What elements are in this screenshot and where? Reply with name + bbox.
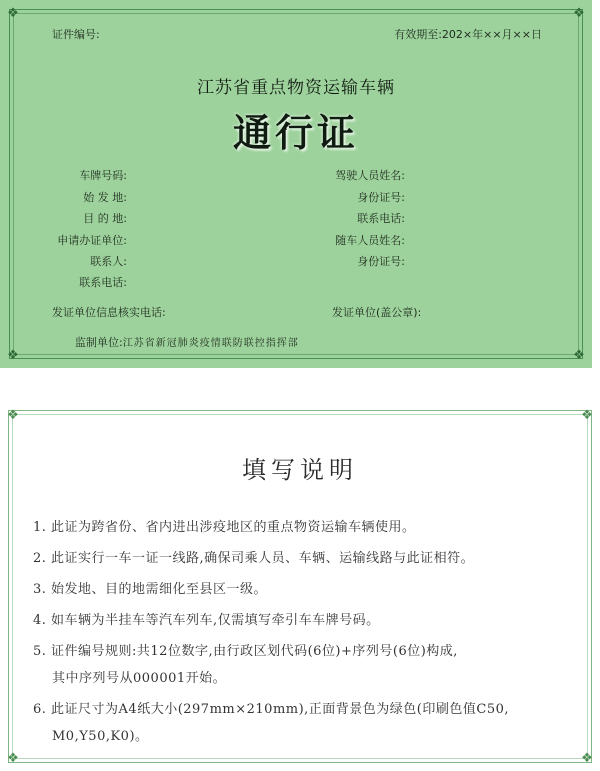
instruction-item-continued: 其中序列号从000001开始。 [52,671,227,686]
verification-phone-label: 发证单位信息核实电话: [52,306,166,319]
corner-ornament-icon: ❖ [7,347,19,363]
instruction-item: 6. 此证尺寸为A4纸大小(297mm×210mm),正面背景色为绿色(印刷色值C50, [33,702,509,717]
instructions-title: 填写说明 [242,456,358,484]
corner-ornament-icon: ❖ [581,407,593,423]
instruction-item: 1. 此证为跨省份、省内进出涉疫地区的重点物资运输车辆使用。 [33,520,416,535]
corner-ornament-icon: ❖ [7,5,19,21]
driver-name-label: 驾驶人员姓名: [335,169,405,182]
driver-phone-label: 联系电话: [357,212,405,225]
supervisor-line [75,334,299,350]
origin-label: 始 发 地: [83,191,127,204]
destination-label: 目 的 地: [83,212,127,225]
issuer-seal-label: 发证单位(盖公章): [332,306,422,319]
corner-ornament-icon: ❖ [7,750,19,766]
plate-number-label: 车牌号码: [79,169,127,182]
contact-phone-label: 联系电话: [79,276,127,289]
corner-ornament-icon: ❖ [573,5,585,21]
driver-id-label: 身份证号: [357,191,405,204]
supervisor-value: 江苏省新冠肺炎疫情联防联控指挥部 [122,338,299,349]
instruction-item: 4. 如车辆为半挂车等汽车列车,仅需填写牵引车车牌号码。 [33,613,380,628]
corner-ornament-icon: ❖ [581,750,593,766]
instruction-item: 2. 此证实行一车一证一线路,确保司乘人员、车辆、运输线路与此证相符。 [33,551,475,566]
pass-title: 通行证 [232,111,359,155]
applicant-unit-label: 申请办证单位: [57,234,127,247]
instructions-sheet [0,402,600,771]
contact-person-label: 联系人: [90,255,127,268]
corner-ornament-icon: ❖ [573,347,585,363]
corner-ornament-icon: ❖ [7,407,19,423]
passenger-name-label: 随车人员姓名: [335,234,405,247]
pass-card-front [0,0,592,368]
instruction-item: 5. 证件编号规则:共12位数字,由行政区划代码(6位)+序列号(6位)构成, [33,644,458,659]
instruction-item: 3. 始发地、目的地需细化至县区一级。 [33,582,268,597]
certificate-number-label: 证件编号: [52,28,100,41]
instruction-item-continued: M0,Y50,K0)。 [52,729,149,744]
passenger-id-label: 身份证号: [357,255,405,268]
supervisor-label: 监制单位: [75,336,123,349]
pass-subtitle: 江苏省重点物资运输车辆 [197,78,395,98]
validity-label: 有效期至:202×年××月××日 [394,28,542,41]
